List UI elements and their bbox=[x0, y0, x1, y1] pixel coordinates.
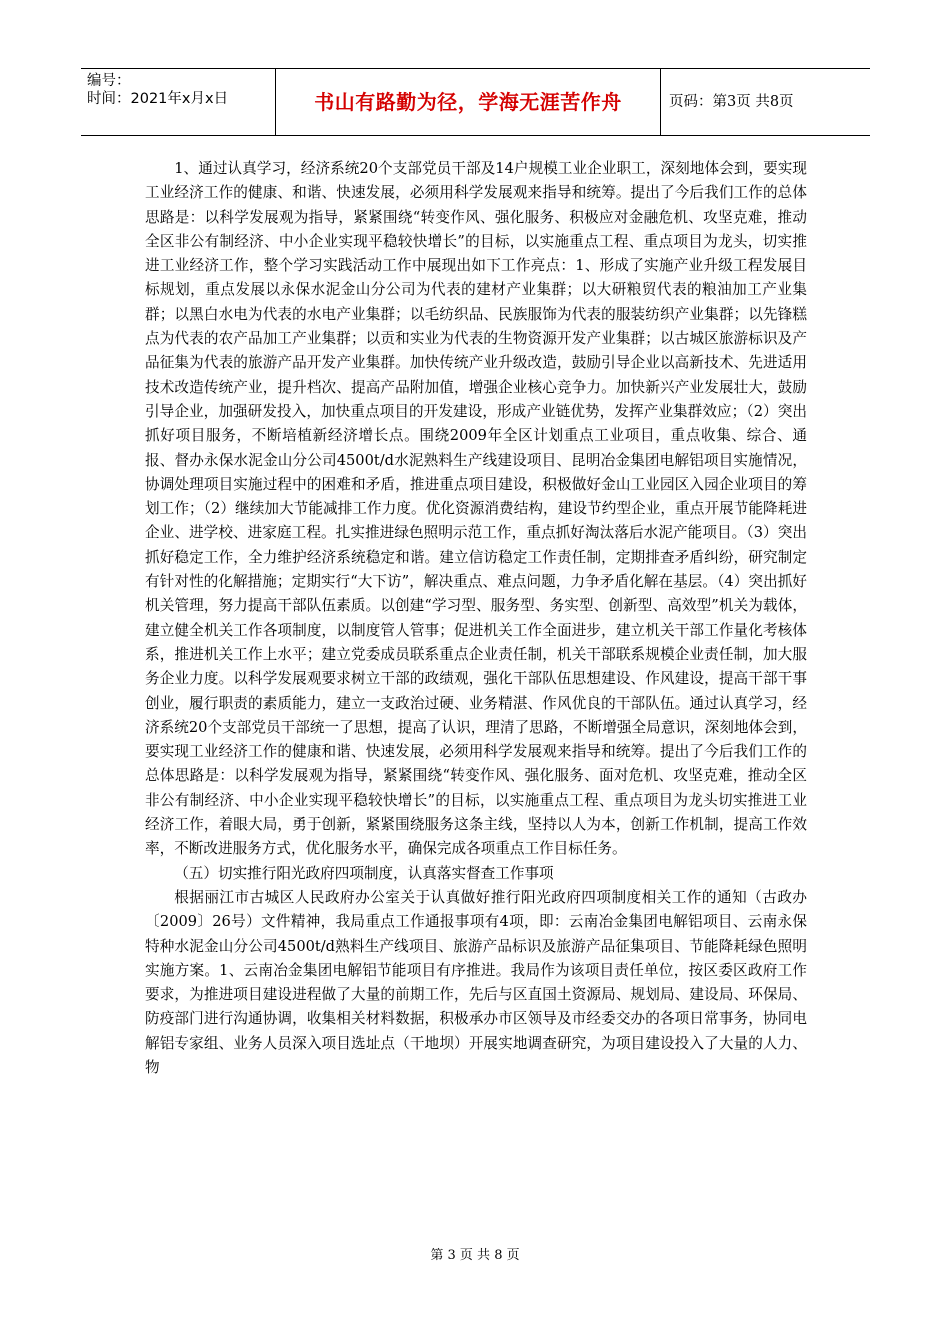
body-paragraph-1: 1、通过认真学习，经济系统20个支部党员干部及14户规模工业企业职工，深刻地体会到，要实现工业经济工作的健康、和谐、快速发展，必须用科学发展观来指导和统筹。提出了今后我们工作的总体思路是：以科学发展观为指导，紧紧围绕“转变作风、强化服务、积极应对金融危机、攻坚克难，推动全区非公有制经济、中小企业实现平稳较快增长”的目标，以实施重点工程、重点项目为龙头，切实推进工业经济工作，整个学习实践活动工作中展现出如下工作亮点：1、形成了实施产业升级工程发展目标规划，重点发展以永保水泥金山分公司为代表的建材产业集群；以大研粮贸代表的粮油加工产业集群；以黑白水电为代表的水电产业集群；以毛纺织品、民族服饰为代表的服装纺织产业集群；以先锋糕点为代表的农产品加工产业集群；以贡和实业为代表的生物资源开发产业集群；以古城区旅游标识及产品征集为代表的旅游产品开发产业集群。加快传统产业升级改造，鼓励引导企业以高新技术、先进适用技术改造传统产业，提升档次、提高产品附加值，增强企业核心竞争力。加快新兴产业发展壮大，鼓励引导企业，加强研发投入，加快重点项目的开发建设，形成产业链优势，发挥产业集群效应；（2）突出抓好项目服务，不断培植新经济增长点。围绕2009年全区计划重点工业项目，重点收集、综合、通报、督办永保水泥金山分公司4500t/d水泥熟料生产线建设项目、昆明冶金集团电解铝项目实施情况，协调处理项目实施过程中的困难和矛盾，推进重点项目建设，积极做好金山工业园区入园企业项目的筹划工作；（2）继续加大节能减排工作力度。优化资源消费结构，建设节约型企业，重点开展节能降耗进企业、进学校、进家庭工程。扎实推进绿色照明示范工作，重点抓好淘汰落后水泥产能项目。（3）突出抓好稳定工作，全力维护经济系统稳定和谐。建立信访稳定工作责任制，定期排查矛盾纠纷，研究制定有针对性的化解措施；定期实行“大下访”，解决重点、难点问题，力争矛盾化解在基层。（4）突出抓好机关管理，努力提高干部队伍素质。以创建“学习型、服务型、务实型、创新型、高效型”机关为载体，建立健全机关工作各项制度，以制度管人管事；促进机关工作全面进步，建立机关干部工作量化考核体系，推进机关工作上水平；建立党委成员联系重点企业责任制，机关干部联系规模企业责任制，加大服务企业力度。以科学发展观要求树立干部的政绩观，强化干部队伍思想建设、作风建设，提高干部干事创业，履行职责的素质能力，建立一支政治过硬、业务精湛、作风优良的干部队伍。通过认真学习，经济系统20个支部党员干部统一了思想，提高了认识，理清了思路，不断增强全局意识，深刻地体会到，要实现工业经济工作的健康和谐、快速发展，必须用科学发展观来指导和统筹。提出了今后我们工作的总体思路是：以科学发展观为指导，紧紧围绕“转变作风、强化服务、面对危机、攻坚克难，推动全区非公有制经济、中小企业实现平稳较快增长”的目标，以实施重点工程、重点项目为龙头切实推进工业经济工作，着眼大局，勇于创新，紧紧围绕服务这条主线，坚持以人为本，创新工作机制，提高工作效率，不断改进服务方式，优化服务水平，确保完成各项重点工作目标任务。 bbox=[145, 160, 807, 858]
document-time-label: 时间：2021年x月x日 bbox=[87, 91, 229, 107]
document-body bbox=[145, 157, 807, 1080]
document-number-label: 编号： bbox=[87, 73, 131, 89]
header-page-number: 页码：第3页 共8页 bbox=[669, 94, 794, 110]
page-footer: 第 3 页 共 8 页 bbox=[430, 1248, 520, 1263]
header-motto: 书山有路勤为径，学海无涯苦作舟 bbox=[314, 90, 622, 114]
body-paragraph-2: 根据丽江市古城区人民政府办公室关于认真做好推行阳光政府四项制度相关工作的通知（古政办〔2009〕26号）文件精神，我局重点工作通报事项有4项，即：云南冶金集团电解铝项目、云南永保特种水泥金山分公司4500t/d熟料生产线项目、旅游产品标识及旅游产品征集项目、节能降耗绿色照明实施方案。1、云南冶金集团电解铝节能项目有序推进。我局作为该项目责任单位，按区委区政府工作要求，为推进项目建设进程做了大量的前期工作，先后与区直国土资源局、规划局、建设局、环保局、防疫部门进行沟通协调，收集相关材料数据，积极承办市区领导及市经委交办的各项日常事务，协同电解铝专家组、业务人员深入项目选址点（干地坝）开展实地调查研究，为项目建设投入了大量的人力、物 bbox=[145, 888, 807, 1076]
page-header bbox=[81, 68, 870, 136]
section-heading-5: （五）切实推行阳光政府四项制度，认真落实督查工作事项 bbox=[174, 864, 554, 882]
header-meta bbox=[81, 69, 275, 135]
